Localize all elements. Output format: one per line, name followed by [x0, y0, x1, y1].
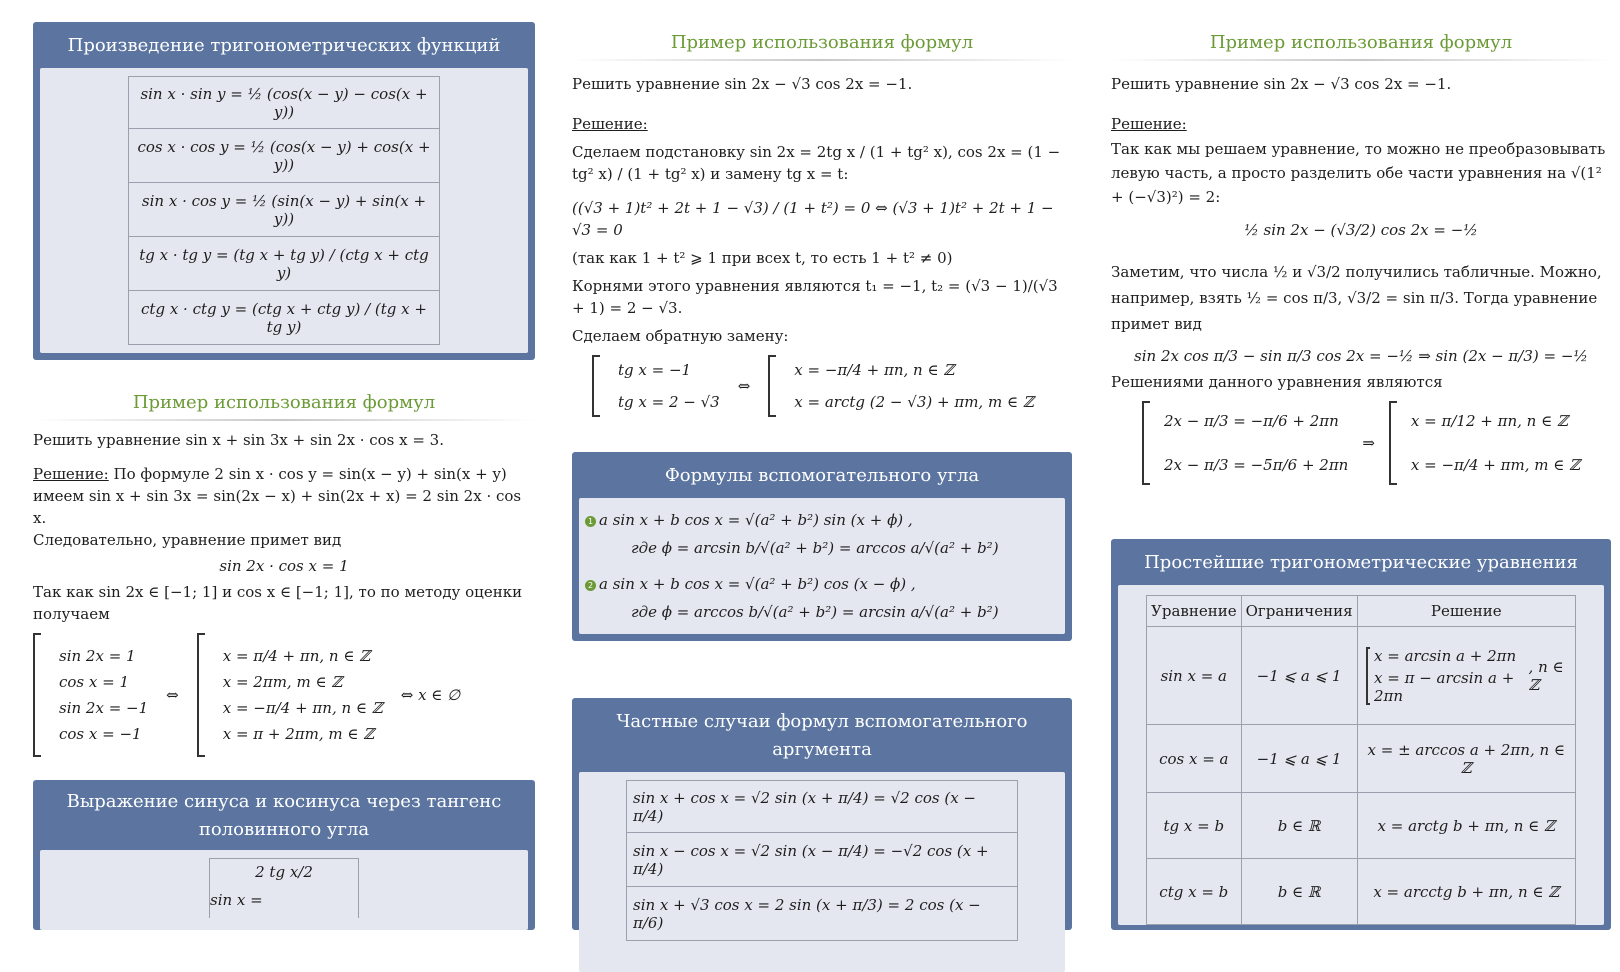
special-formula: sin x + √3 cos x = 2 sin (x + π/3) = 2 cos (x − π/6) — [627, 887, 1018, 941]
limit-cell: b ∈ ℝ — [1241, 859, 1357, 925]
limit-cell: b ∈ ℝ — [1241, 793, 1357, 859]
system-sol: x = π + 2πm, m ∈ ℤ — [222, 725, 375, 743]
solution-text-2: Заметим, что числа ½ и √3/2 получились табличные. Можно, например, взять ½ = cos π/3, √3/2 = sin π/3. Тогда уравнение примет вид — [1111, 263, 1602, 333]
task-text: Решить уравнение sin x + sin 3x + sin 2x · cos x = 3. — [33, 431, 444, 449]
sys-eq: tg x = 2 − √3 — [618, 393, 720, 411]
basic-equations-title: Простейшие тригонометрические уравнения — [1144, 552, 1578, 573]
solution-label: Решение: — [1111, 115, 1187, 133]
system-eq: sin 2x = 1 — [59, 647, 136, 665]
products-table — [128, 76, 440, 345]
sol-line: x = arcsin a + 2πn — [1374, 646, 1517, 665]
half-angle-body — [40, 850, 528, 930]
bracket — [1366, 647, 1370, 705]
aux-angle-box — [572, 452, 1072, 641]
basic-equations-table — [1146, 595, 1576, 925]
half-angle-box — [33, 780, 535, 930]
equiv-sign: ⇔ — [737, 377, 751, 395]
products-box — [33, 22, 535, 360]
sol-eq: 2x − π/3 = −π/6 + 2πn — [1163, 412, 1339, 430]
equation-2: sin 2x cos π/3 − sin π/3 cos 2x = −½ ⇒ sin (2x − π/3) = −½ — [1134, 347, 1588, 365]
table-row — [1147, 859, 1576, 925]
bracket-right — [1389, 401, 1397, 485]
product-formula: sin x · sin y = ½ (cos(x − y) − cos(x + y)) — [129, 77, 440, 129]
sol-tail: , n ∈ ℤ — [1528, 657, 1564, 694]
system-left — [59, 647, 148, 743]
special-cases-table — [626, 780, 1018, 941]
sys-sol: x = −π/4 + πn, n ∈ ℤ — [794, 361, 955, 379]
sys-left — [618, 361, 720, 411]
system-sol: x = π/4 + πn, n ∈ ℤ — [222, 647, 371, 665]
half-angle-num: 2 tg x/2 — [255, 863, 313, 881]
eq-cell: ctg x = b — [1147, 859, 1242, 925]
table-row — [1147, 725, 1576, 793]
system-eq: cos x = −1 — [59, 725, 142, 743]
sol-eq: 2x − π/3 = −5π/6 + 2πn — [1163, 456, 1349, 474]
system-block — [33, 633, 535, 757]
solution-text-1: Так как мы решаем уравнение, то можно не преобразовывать левую часть, а просто разделить обе части уравнения на √(1² + (−√3)²) = 2: — [1111, 140, 1606, 206]
sol-result: x = −π/4 + πm, m ∈ ℤ — [1410, 456, 1581, 474]
sys-right — [794, 361, 1033, 411]
limit-cell: −1 ⩽ a ⩽ 1 — [1241, 725, 1357, 793]
bullet-2: 2 — [585, 580, 596, 591]
sol-result: x = π/12 + πn, n ∈ ℤ — [1410, 412, 1568, 430]
solution-cell: x = arctg b + πn, n ∈ ℤ — [1357, 793, 1575, 859]
implies-sign: ⇒ — [1362, 434, 1375, 452]
back-sub-system — [592, 355, 1072, 417]
example-section-1 — [33, 386, 535, 757]
consequently-text: Следовательно, уравнение примет вид — [33, 531, 342, 549]
bracket-right — [768, 355, 776, 417]
product-formula: ctg x · ctg y = (ctg x + ctg y) / (tg x + tg y) — [129, 291, 440, 345]
equation-line: ((√3 + 1)t² + 2t + 1 − √3) / (1 + t²) = 0 ⇔ (√3 + 1)t² + 2t + 1 − √3 = 0 — [572, 199, 1054, 239]
example-title: Пример использования формул — [33, 386, 535, 421]
products-box-body — [40, 68, 528, 353]
aux-where-1: где ϕ = arcsin b/√(a² + b²) = arccos a/√(a² + b²) — [631, 539, 999, 557]
system-right — [223, 647, 383, 743]
eq-cell: sin x = a — [1147, 627, 1242, 725]
limit-cell: −1 ⩽ a ⩽ 1 — [1241, 627, 1357, 725]
bracket-left — [33, 633, 41, 757]
product-formula: sin x · cos y = ½ (sin(x − y) + sin(x + y)) — [129, 183, 440, 237]
aux-formula-1: 1 a sin x + b cos x = √(a² + b²) sin (x + ϕ) , — [585, 506, 1059, 534]
special-cases-box — [572, 698, 1072, 930]
equiv-sign: ⇔ — [166, 686, 179, 704]
header-cell: Решение — [1357, 596, 1575, 627]
solution-label: Решение: — [33, 465, 109, 483]
sys-sol: x = arctg (2 − √3) + πm, m ∈ ℤ — [794, 393, 1034, 411]
bullet-1: 1 — [585, 516, 596, 527]
header-cell: Уравнение — [1147, 596, 1242, 627]
products-box-title: Произведение тригонометрических функций — [67, 35, 501, 56]
aux-where-2: где ϕ = arccos b/√(a² + b²) = arcsin a/√(a² + b²) — [631, 603, 999, 621]
system-eq: sin 2x = −1 — [59, 699, 149, 717]
eq-cell: cos x = a — [1147, 725, 1242, 793]
half-angle-title: Выражение синуса и косинуса через тангенс половинного угла — [66, 791, 502, 840]
sys-eq: tg x = −1 — [618, 361, 692, 379]
substitution-text: Сделаем подстановку sin 2x = 2tg x / (1 + tg² x), cos 2x = (1 − tg² x) / (1 + tg² x) и замену tg x = t: — [572, 143, 1061, 183]
half-angle-formula — [209, 858, 359, 918]
equation-1: ½ sin 2x − (√3/2) cos 2x = −½ — [1244, 221, 1478, 239]
header-cell: Ограничения — [1241, 596, 1357, 627]
solution-cell: x = arcctg b + πn, n ∈ ℤ — [1357, 859, 1575, 925]
solution-system — [1111, 401, 1611, 485]
solution-text-3: Решениями данного уравнения являются — [1111, 373, 1443, 391]
task-text: Решить уравнение sin 2x − √3 cos 2x = −1. — [572, 75, 913, 93]
half-angle-lhs: sin x = — [210, 891, 263, 909]
special-cases-body — [579, 772, 1065, 972]
table-row — [1147, 627, 1576, 725]
example-section-2 — [572, 26, 1072, 417]
solution-paragraph — [33, 463, 535, 529]
solution-cell — [1357, 627, 1575, 725]
estimate-text: Так как sin 2x ∈ [−1; 1] и cos x ∈ [−1; 1], то по методу оценки получаем — [33, 583, 523, 623]
product-formula: tg x · tg y = (tg x + tg y) / (ctg x + ctg y) — [129, 237, 440, 291]
sol-line: x = π − arcsin a + 2πn — [1374, 668, 1515, 705]
roots-text: Корнями этого уравнения являются t₁ = −1, t₂ = (√3 − 1)/(√3 + 1) = 2 − √3. — [572, 277, 1058, 317]
sol-right — [1411, 412, 1580, 474]
back-sub-text: Сделаем обратную замену: — [572, 327, 789, 345]
example-section-3 — [1111, 26, 1611, 485]
special-cases-title: Частные случаи формул вспомогательного аргумента — [616, 711, 1028, 760]
solution-cell: x = ± arccos a + 2πn, n ∈ ℤ — [1357, 725, 1575, 793]
eq-cell: tg x = b — [1147, 793, 1242, 859]
aux-angle-title: Формулы вспомогательного угла — [664, 465, 980, 486]
special-formula: sin x + cos x = √2 sin (x + π/4) = √2 cos (x − π/4) — [627, 781, 1018, 833]
result-text: ⇔ x ∈ ∅ — [400, 686, 461, 704]
bracket-left — [1142, 401, 1150, 485]
reduced-equation: sin 2x · cos x = 1 — [219, 557, 349, 575]
system-eq: cos x = 1 — [59, 673, 130, 691]
aux-formula-2: 2 a sin x + b cos x = √(a² + b²) cos (x − ϕ) , — [585, 570, 1059, 598]
special-formula: sin x − cos x = √2 sin (x − π/4) = −√2 cos (x + π/4) — [627, 833, 1018, 887]
system-sol: x = 2πm, m ∈ ℤ — [222, 673, 343, 691]
solution-text: По формуле 2 sin x · cos y = sin(x − y) + sin(x + y) имеем sin x + sin 3x = sin(2x − x) + sin(2x + x) = 2 sin 2x · cos x. — [33, 465, 522, 527]
basic-equations-box — [1111, 539, 1611, 930]
table-row — [1147, 793, 1576, 859]
sol-left — [1164, 412, 1348, 474]
bracket-right — [197, 633, 205, 757]
example-title: Пример использования формул — [1111, 26, 1611, 61]
note-text: (так как 1 + t² ⩾ 1 при всех t, то есть 1 + t² ≠ 0) — [572, 249, 953, 267]
example-title: Пример использования формул — [572, 26, 1072, 61]
bracket-left — [592, 355, 600, 417]
product-formula: cos x · cos y = ½ (cos(x − y) + cos(x + y)) — [129, 129, 440, 183]
system-sol: x = −π/4 + πn, n ∈ ℤ — [222, 699, 383, 717]
task-text: Решить уравнение sin 2x − √3 cos 2x = −1. — [1111, 75, 1452, 93]
aux-angle-body — [579, 498, 1065, 634]
solution-label: Решение: — [572, 115, 648, 133]
table-header-row — [1147, 596, 1576, 627]
basic-equations-body — [1118, 585, 1604, 925]
